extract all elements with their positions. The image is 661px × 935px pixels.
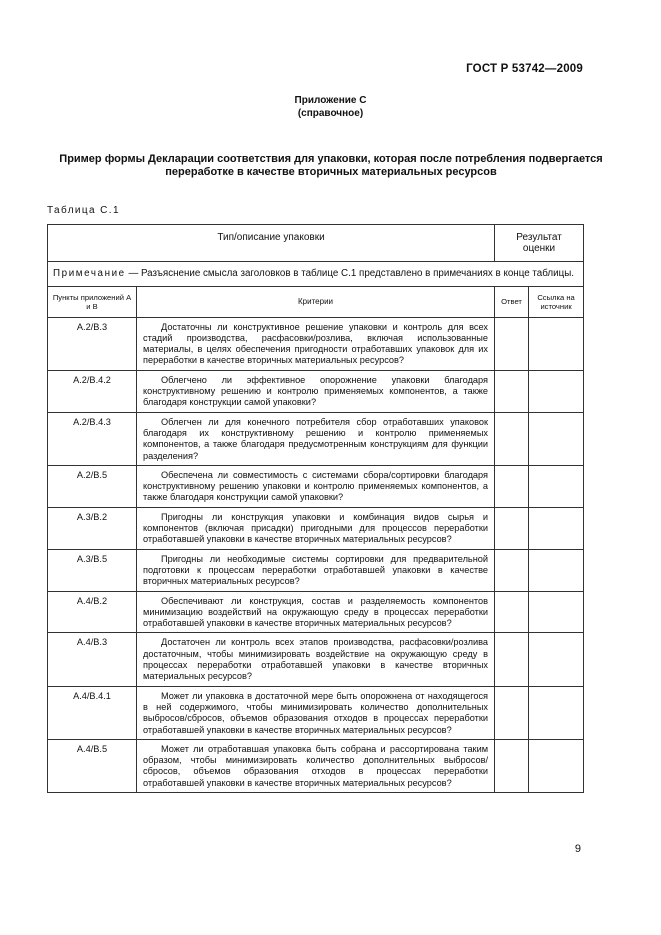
row-criteria: Пригодны ли конструкция упаковки и комбинация видов сырья и компонентов (включая присадки) пригодными для процессов переработки отработавшей упаковки в качестве вторичных материальных ресурсов?	[137, 507, 495, 549]
row-code: A.4/B.3	[48, 633, 137, 686]
row-source-cell[interactable]	[529, 317, 584, 370]
row-criteria: Облегчен ли для конечного потребителя сбор отработавших упаковок благодаря их конструктивному решению и контролю применяемых компонентов, а также благодаря предусмотренным конструкциям для функции разделения?	[137, 412, 495, 465]
row-answer-cell[interactable]	[495, 412, 529, 465]
row-source-cell[interactable]	[529, 739, 584, 792]
row-answer-cell[interactable]	[495, 686, 529, 739]
table-row	[48, 507, 584, 549]
row-source-cell[interactable]	[529, 465, 584, 507]
table-row	[48, 465, 584, 507]
row-criteria: Может ли упаковка в достаточной мере быть опорожнена от находящегося в ней содержимого, чтобы минимизировать количество дополнительных выбросов/сбросов, объемов образования отходов в процессах переработки отработавшей упаковки в качестве вторичных материальных ресурсов?	[137, 686, 495, 739]
table-row	[48, 317, 584, 370]
standard-number: ГОСТ Р 53742—2009	[466, 63, 583, 75]
note-label: Примечание	[53, 267, 126, 279]
row-code: A.2/B.4.2	[48, 370, 137, 412]
table-row	[48, 549, 584, 591]
row-code: A.3/B.5	[48, 549, 137, 591]
row-code: A.4/B.4.1	[48, 686, 137, 739]
row-answer-cell[interactable]	[495, 465, 529, 507]
row-source-cell[interactable]	[529, 412, 584, 465]
column-header-row	[48, 286, 584, 317]
appendix-heading	[0, 94, 661, 120]
appendix-title: Приложение С	[294, 95, 367, 106]
page-number: 9	[574, 843, 581, 855]
row-source-cell[interactable]	[529, 507, 584, 549]
note-row	[48, 261, 584, 286]
row-criteria: Достаточны ли конструктивное решение упаковки и контроль для всех стадий производства, расфасовки/розлива, включая использованные материалы, в целях обеспечения пригодности отработавших упаковок для их переработки в качестве вторичных материальных ресурсов?	[137, 317, 495, 370]
row-criteria: Может ли отработавшая упаковка быть собрана и рассортирована таким образом, чтобы минимизировать количество дополнительных выбросов/сбросов, объемов образования отходов в процессах переработки отработавшей упаковки в качестве вторичных материальных ресурсов?	[137, 739, 495, 792]
row-code: A.2/B.4.3	[48, 412, 137, 465]
document-title: Пример формы Декларации соответствия для упаковки, которая после потребления подвергается переработке в качестве вторичных материальных ресурсов	[59, 153, 603, 178]
row-code: A.2/B.5	[48, 465, 137, 507]
row-criteria: Облегчено ли эффективное опорожнение упаковки благодаря конструктивному решению и контролю применяемых компонентов, а также благодаря конструкции самой упаковки?	[137, 370, 495, 412]
row-criteria: Обеспечена ли совместимость с системами сбора/сортировки благодаря конструктивному решению упаковки и контролю применяемых компонентов, а также благодаря конструкции самой упаковки?	[137, 465, 495, 507]
table-row	[48, 686, 584, 739]
column-header-points: Пункты приложений А и В	[48, 286, 137, 317]
declaration-table	[47, 224, 584, 793]
row-criteria: Достаточен ли контроль всех этапов производства, расфасовки/розлива достаточным, чтобы минимизировать воздействие на окружающую среду в процессах переработки отработавшей упаковки в качестве вторичных материальных ресурсов?	[137, 633, 495, 686]
row-code: A.3/B.2	[48, 507, 137, 549]
appendix-subtitle: (справочное)	[297, 108, 364, 119]
table-row	[48, 412, 584, 465]
table-row	[48, 633, 584, 686]
table-label: Таблица С.1	[47, 205, 120, 216]
row-answer-cell[interactable]	[495, 633, 529, 686]
row-criteria: Обеспечивают ли конструкция, состав и разделяемость компонентов минимизацию воздействий на окружающую среду в процессах переработки отработавшей упаковки в качестве вторичных материальных ресурсов?	[137, 591, 495, 633]
table-note	[48, 261, 584, 286]
table-row	[48, 370, 584, 412]
row-answer-cell[interactable]	[495, 591, 529, 633]
row-source-cell[interactable]	[529, 549, 584, 591]
row-answer-cell[interactable]	[495, 739, 529, 792]
column-header-source: Ссылка на источник	[529, 286, 584, 317]
column-header-criteria: Критерии	[137, 286, 495, 317]
row-answer-cell[interactable]	[495, 507, 529, 549]
row-answer-cell[interactable]	[495, 549, 529, 591]
note-text: — Разъяснение смысла заголовков в таблице С.1 представлено в примечаниях в конце таблицы.	[125, 267, 574, 279]
row-source-cell[interactable]	[529, 633, 584, 686]
column-header-answer: Ответ	[495, 286, 529, 317]
row-answer-cell[interactable]	[495, 317, 529, 370]
row-source-cell[interactable]	[529, 370, 584, 412]
top-header-row	[48, 225, 584, 262]
table-row	[48, 739, 584, 792]
row-source-cell[interactable]	[529, 591, 584, 633]
row-criteria: Пригодны ли необходимые системы сортировки для предварительной подготовки к процессам переработки отработавшей упаковки в качестве вторичных материальных ресурсов?	[137, 549, 495, 591]
row-source-cell[interactable]	[529, 686, 584, 739]
header-evaluation-result: Результат оценки	[495, 225, 584, 262]
table-row	[48, 591, 584, 633]
row-code: A.2/B.3	[48, 317, 137, 370]
row-code: A.4/B.2	[48, 591, 137, 633]
row-code: A.4/B.5	[48, 739, 137, 792]
header-type-description: Тип/описание упаковки	[48, 225, 495, 262]
row-answer-cell[interactable]	[495, 370, 529, 412]
